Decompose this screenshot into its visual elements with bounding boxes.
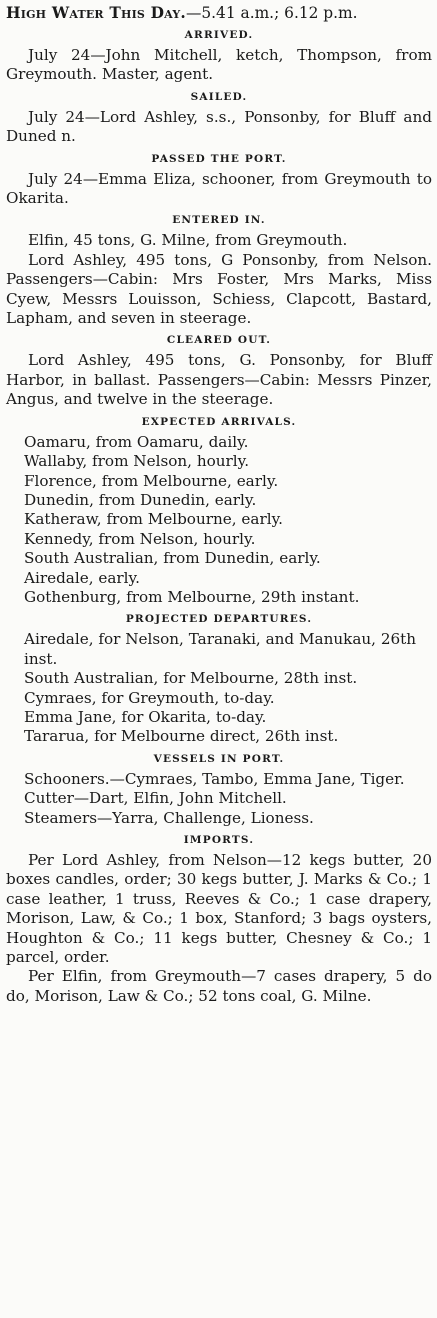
shipping-section [6, 152, 432, 209]
shipping-section [6, 28, 432, 85]
list-item: Dunedin, from Dunedin, early. [24, 490, 257, 509]
section-paragraph: Per Lord Ashley, from Nelson—12 kegs butter, 20 boxes candles, order; 30 kegs butter, J. Marks & Co.; 1 case leather, 1 truss, Reeves & Co.; 1 case drapery, Morison, Law, & Co.; 1 box, Stanford; 3 bags oysters, Houghton & Co.; 11 kegs butter, Chesney & Co.; 1 parcel, order. [6, 851, 432, 967]
list-item: Wallaby, from Nelson, hourly. [24, 452, 250, 471]
section-paragraph: July 24—John Mitchell, ketch, Thompson, from Greymouth. Master, agent. [6, 46, 432, 84]
list-item: South Australian, from Dunedin, early. [24, 549, 321, 568]
list-item: Florence, from Melbourne, early. [24, 471, 279, 490]
shipping-sections [6, 28, 432, 1006]
section-heading: VESSELS IN PORT. [153, 752, 285, 765]
list-item: Airedale, early. [24, 568, 140, 587]
section-heading: ENTERED IN. [172, 214, 266, 227]
shipping-section [6, 213, 432, 328]
section-heading: SAILED. [190, 90, 248, 103]
section-paragraph: Lord Ashley, 495 tons, G. Ponsonby, for Bluff Harbor, in ballast. Passengers—Cabin: Messrs Pinzer, Angus, and twelve in the steerage. [6, 351, 432, 409]
shipping-section [6, 833, 432, 1006]
high-water-label: High Water This Day. [6, 4, 186, 22]
high-water-line [6, 4, 432, 23]
section-heading: PASSED THE PORT. [151, 152, 287, 165]
section-paragraph: Elfin, 45 tons, G. Milne, from Greymouth. [28, 231, 348, 250]
list-item: Emma Jane, for Okarita, to-day. [24, 707, 267, 726]
shipping-section [6, 333, 432, 409]
section-heading: EXPECTED ARRIVALS. [141, 415, 297, 428]
section-heading: CLEARED OUT. [166, 334, 272, 347]
list-item: Schooners.—Cymraes, Tambo, Emma Jane, Tiger. [24, 769, 405, 788]
shipping-section [6, 612, 432, 746]
section-paragraph: Per Elfin, from Greymouth—7 cases drapery, 5 do do, Morison, Law & Co.; 52 tons coal, G. Milne. [6, 967, 432, 1005]
list-item: Tararua, for Melbourne direct, 26th inst. [24, 727, 339, 746]
list-item: Gothenburg, from Melbourne, 29th instant. [24, 587, 360, 606]
section-heading: PROJECTED DEPARTURES. [125, 613, 313, 626]
section-paragraph: July 24—Lord Ashley, s.s., Ponsonby, for Bluff and Duned n. [6, 107, 432, 146]
list-item: Cymraes, for Greymouth, to-day. [24, 688, 275, 707]
shipping-section [6, 752, 432, 828]
list-item: Cutter—Dart, Elfin, John Mitchell. [24, 789, 287, 808]
list-item: Airedale, for Nelson, Taranaki, and Manukau, 26th inst. [24, 630, 417, 668]
shipping-section [6, 415, 432, 608]
section-paragraph: Lord Ashley, 495 tons, G Ponsonby, from Nelson. Passengers—Cabin: Mrs Foster, Mrs Marks, Miss Cyew, Messrs Louisson, Schiess, Clapcott, Bastard, Lapham, and seven in steerage. [6, 250, 432, 328]
list-item: Katheraw, from Melbourne, early. [24, 510, 283, 529]
list-item: Steamers—Yarra, Challenge, Lioness. [24, 808, 314, 827]
high-water-times: —5.41 a.m.; 6.12 p.m. [185, 4, 358, 22]
section-paragraph: July 24—Emma Eliza, schooner, from Greymouth to Okarita. [6, 169, 432, 208]
shipping-section [6, 90, 432, 147]
list-item: Oamaru, from Oamaru, daily. [24, 432, 249, 451]
list-item: Kennedy, from Nelson, hourly. [24, 529, 256, 548]
section-heading: IMPORTS. [183, 834, 255, 846]
list-item: South Australian, for Melbourne, 28th inst. [24, 669, 358, 688]
section-heading: ARRIVED. [184, 29, 254, 41]
